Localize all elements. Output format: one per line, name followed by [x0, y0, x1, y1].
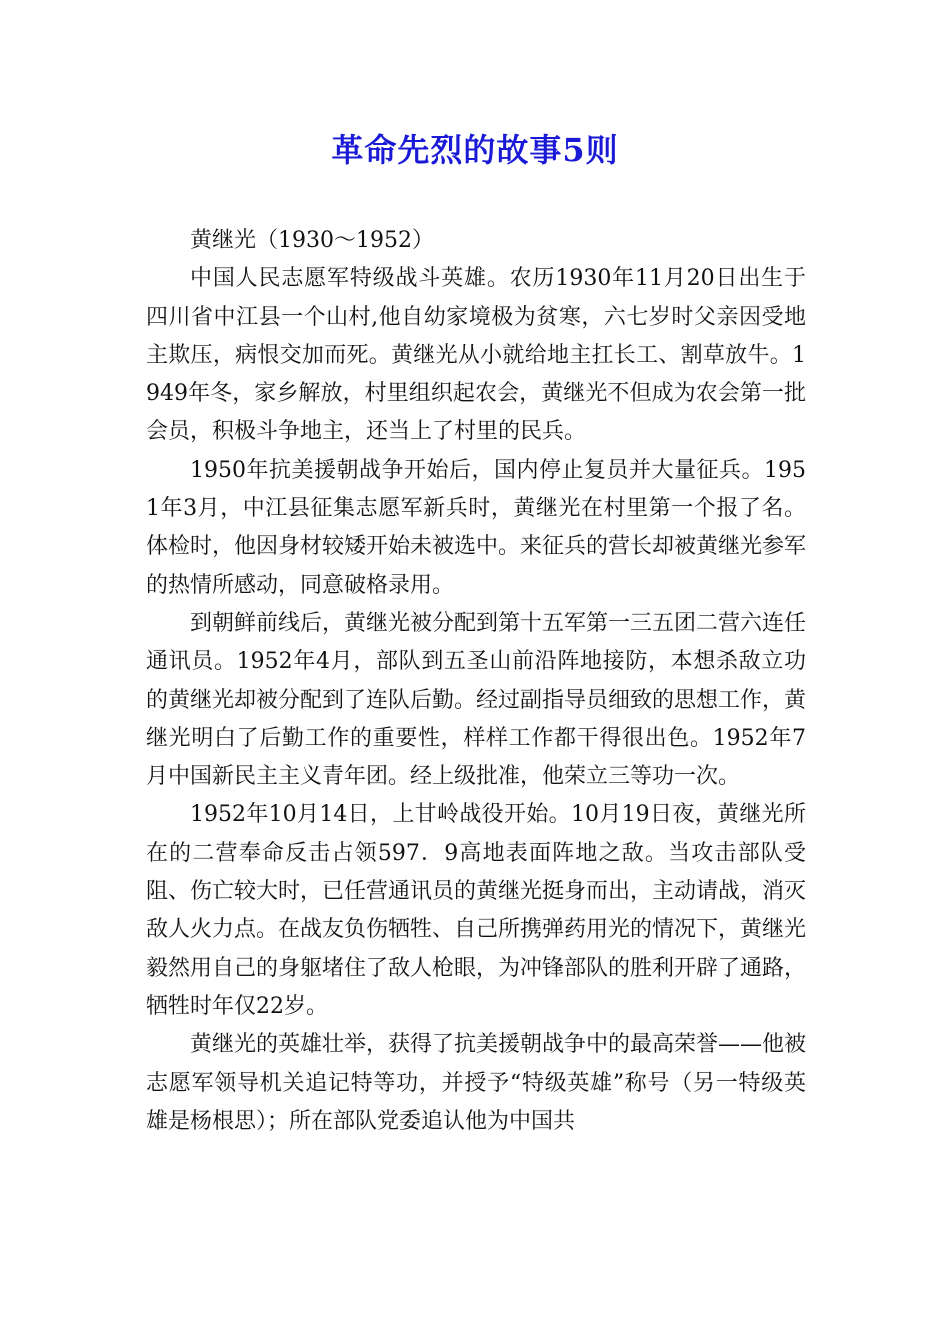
document-title: 革命先烈的故事5则 [331, 131, 619, 169]
paragraph: 到朝鲜前线后，黄继光被分配到第十五军第一三五团二营六连任通讯员。1952年4月，部队到五圣山前沿阵地接防，本想杀敌立功的黄继光却被分配到了连队后勤。经过副指导员细致的思想工作，黄继光明白了后勤工作的重要性，样样工作都干得很出色。1952年7月中国新民主主义青年团。经上级批准，他荣立三等功一次。 [146, 610, 807, 790]
paragraph: 黄继光的英雄壮举，获得了抗美援朝战争中的最高荣誉——他被志愿军领导机关追记特等功，并授予“特级英雄”称号（另一特级英雄是杨根思）；所在部队党委追认他为中国共 [146, 1032, 807, 1134]
paragraph: 1952年10月14日，上甘岭战役开始。10月19日夜，黄继光所在的二营奉命反击占领597．9高地表面阵地之敌。当攻击部队受阻、伤亡较大时，已任营通讯员的黄继光挺身而出，主动请战，消灭敌人火力点。在战友负伤牺牲、自己所携弹药用光的情况下，黄继光毅然用自己的身躯堵住了敌人枪眼，为冲锋部队的胜利开辟了通路，牺牲时年仅22岁。 [146, 802, 807, 1019]
document-body [146, 222, 806, 1141]
paragraph: 中国人民志愿军特级战斗英雄。农历1930年11月20日出生于四川省中江县一个山村,他自幼家境极为贫寒，六七岁时父亲因受地主欺压，病恨交加而死。黄继光从小就给地主扛长工、割草放牛。1949年冬，家乡解放，村里组织起农会，黄继光不但成为农会第一批会员，积极斗争地主，还当上了村里的民兵。 [146, 266, 806, 445]
paragraph: 1950年抗美援朝战争开始后，国内停止复员并大量征兵。1951年3月，中江县征集志愿军新兵时，黄继光在村里第一个报了名。体检时，他因身材较矮开始未被选中。来征兵的营长却被黄继光参军的热情所感动，同意破格录用。 [146, 457, 807, 598]
paragraph-heading-name: 黄继光（1930～1952） [190, 228, 434, 253]
